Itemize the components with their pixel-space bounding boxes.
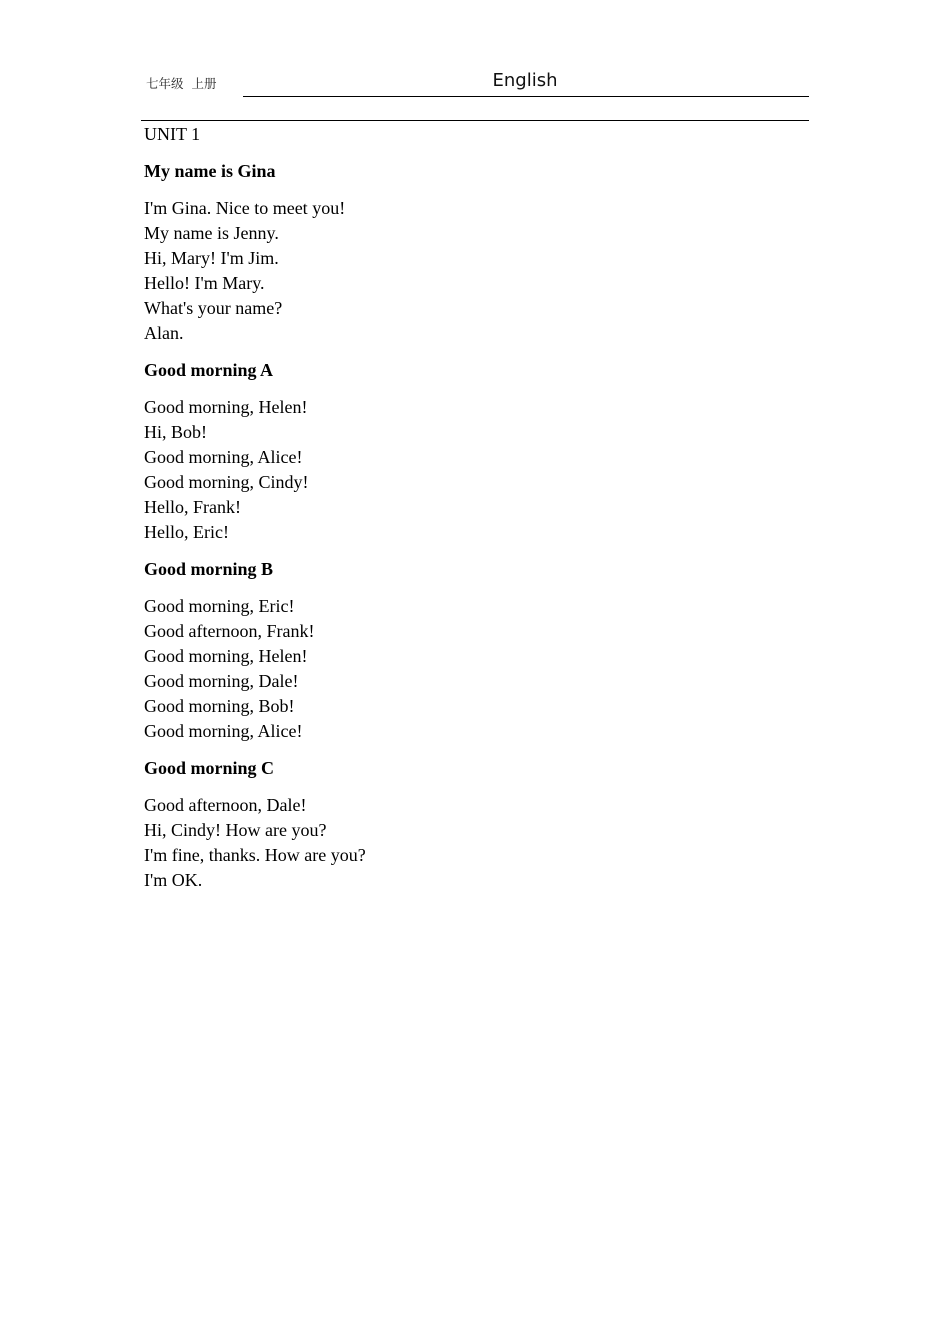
- dialogue-line: Good morning, Helen!: [144, 397, 308, 417]
- dialogue-line: Good morning, Alice!: [144, 447, 303, 467]
- dialogue-lines: [144, 395, 804, 545]
- dialogue-line: Good morning, Cindy!: [144, 472, 309, 492]
- section-title: My name is Gina: [144, 161, 276, 181]
- dialogue-line: Good afternoon, Frank!: [144, 621, 315, 641]
- dialogue-line: I'm OK.: [144, 870, 203, 890]
- dialogue-line: Good morning, Bob!: [144, 696, 295, 716]
- dialogue-line: Hello, Eric!: [144, 522, 229, 542]
- dialogue-line: Alan.: [144, 323, 184, 343]
- unit-heading: UNIT 1: [144, 124, 201, 144]
- dialogue-line: My name is Jenny.: [144, 223, 279, 243]
- dialogue-line: Hi, Bob!: [144, 422, 207, 442]
- document-body: [144, 122, 804, 905]
- dialogue-line: Hi, Mary! I'm Jim.: [144, 248, 279, 268]
- section-good-morning-b: [144, 557, 804, 744]
- dialogue-line: Hello, Frank!: [144, 497, 241, 517]
- dialogue-lines: [144, 793, 804, 893]
- section-title: Good morning A: [144, 360, 274, 380]
- dialogue-lines: [144, 196, 804, 346]
- dialogue-line: Hi, Cindy! How are you?: [144, 820, 327, 840]
- header-bottom-divider: [141, 120, 809, 121]
- section-good-morning-c: [144, 756, 804, 893]
- header-subject-title: English: [492, 70, 558, 91]
- dialogue-line: Good morning, Alice!: [144, 721, 303, 741]
- header-divider: [243, 96, 809, 97]
- dialogue-line: What's your name?: [144, 298, 283, 318]
- section-title: Good morning B: [144, 559, 274, 579]
- section-my-name-is-gina: [144, 159, 804, 346]
- dialogue-lines: [144, 594, 804, 744]
- dialogue-line: Good morning, Eric!: [144, 596, 295, 616]
- dialogue-line: I'm Gina. Nice to meet you!: [144, 198, 346, 218]
- section-title: Good morning C: [144, 758, 275, 778]
- dialogue-line: Good morning, Helen!: [144, 646, 308, 666]
- dialogue-line: Good afternoon, Dale!: [144, 795, 307, 815]
- dialogue-line: Good morning, Dale!: [144, 671, 299, 691]
- header-grade-label: 七年级 上册: [146, 76, 217, 91]
- dialogue-line: Hello! I'm Mary.: [144, 273, 265, 293]
- dialogue-line: I'm fine, thanks. How are you?: [144, 845, 366, 865]
- section-good-morning-a: [144, 358, 804, 545]
